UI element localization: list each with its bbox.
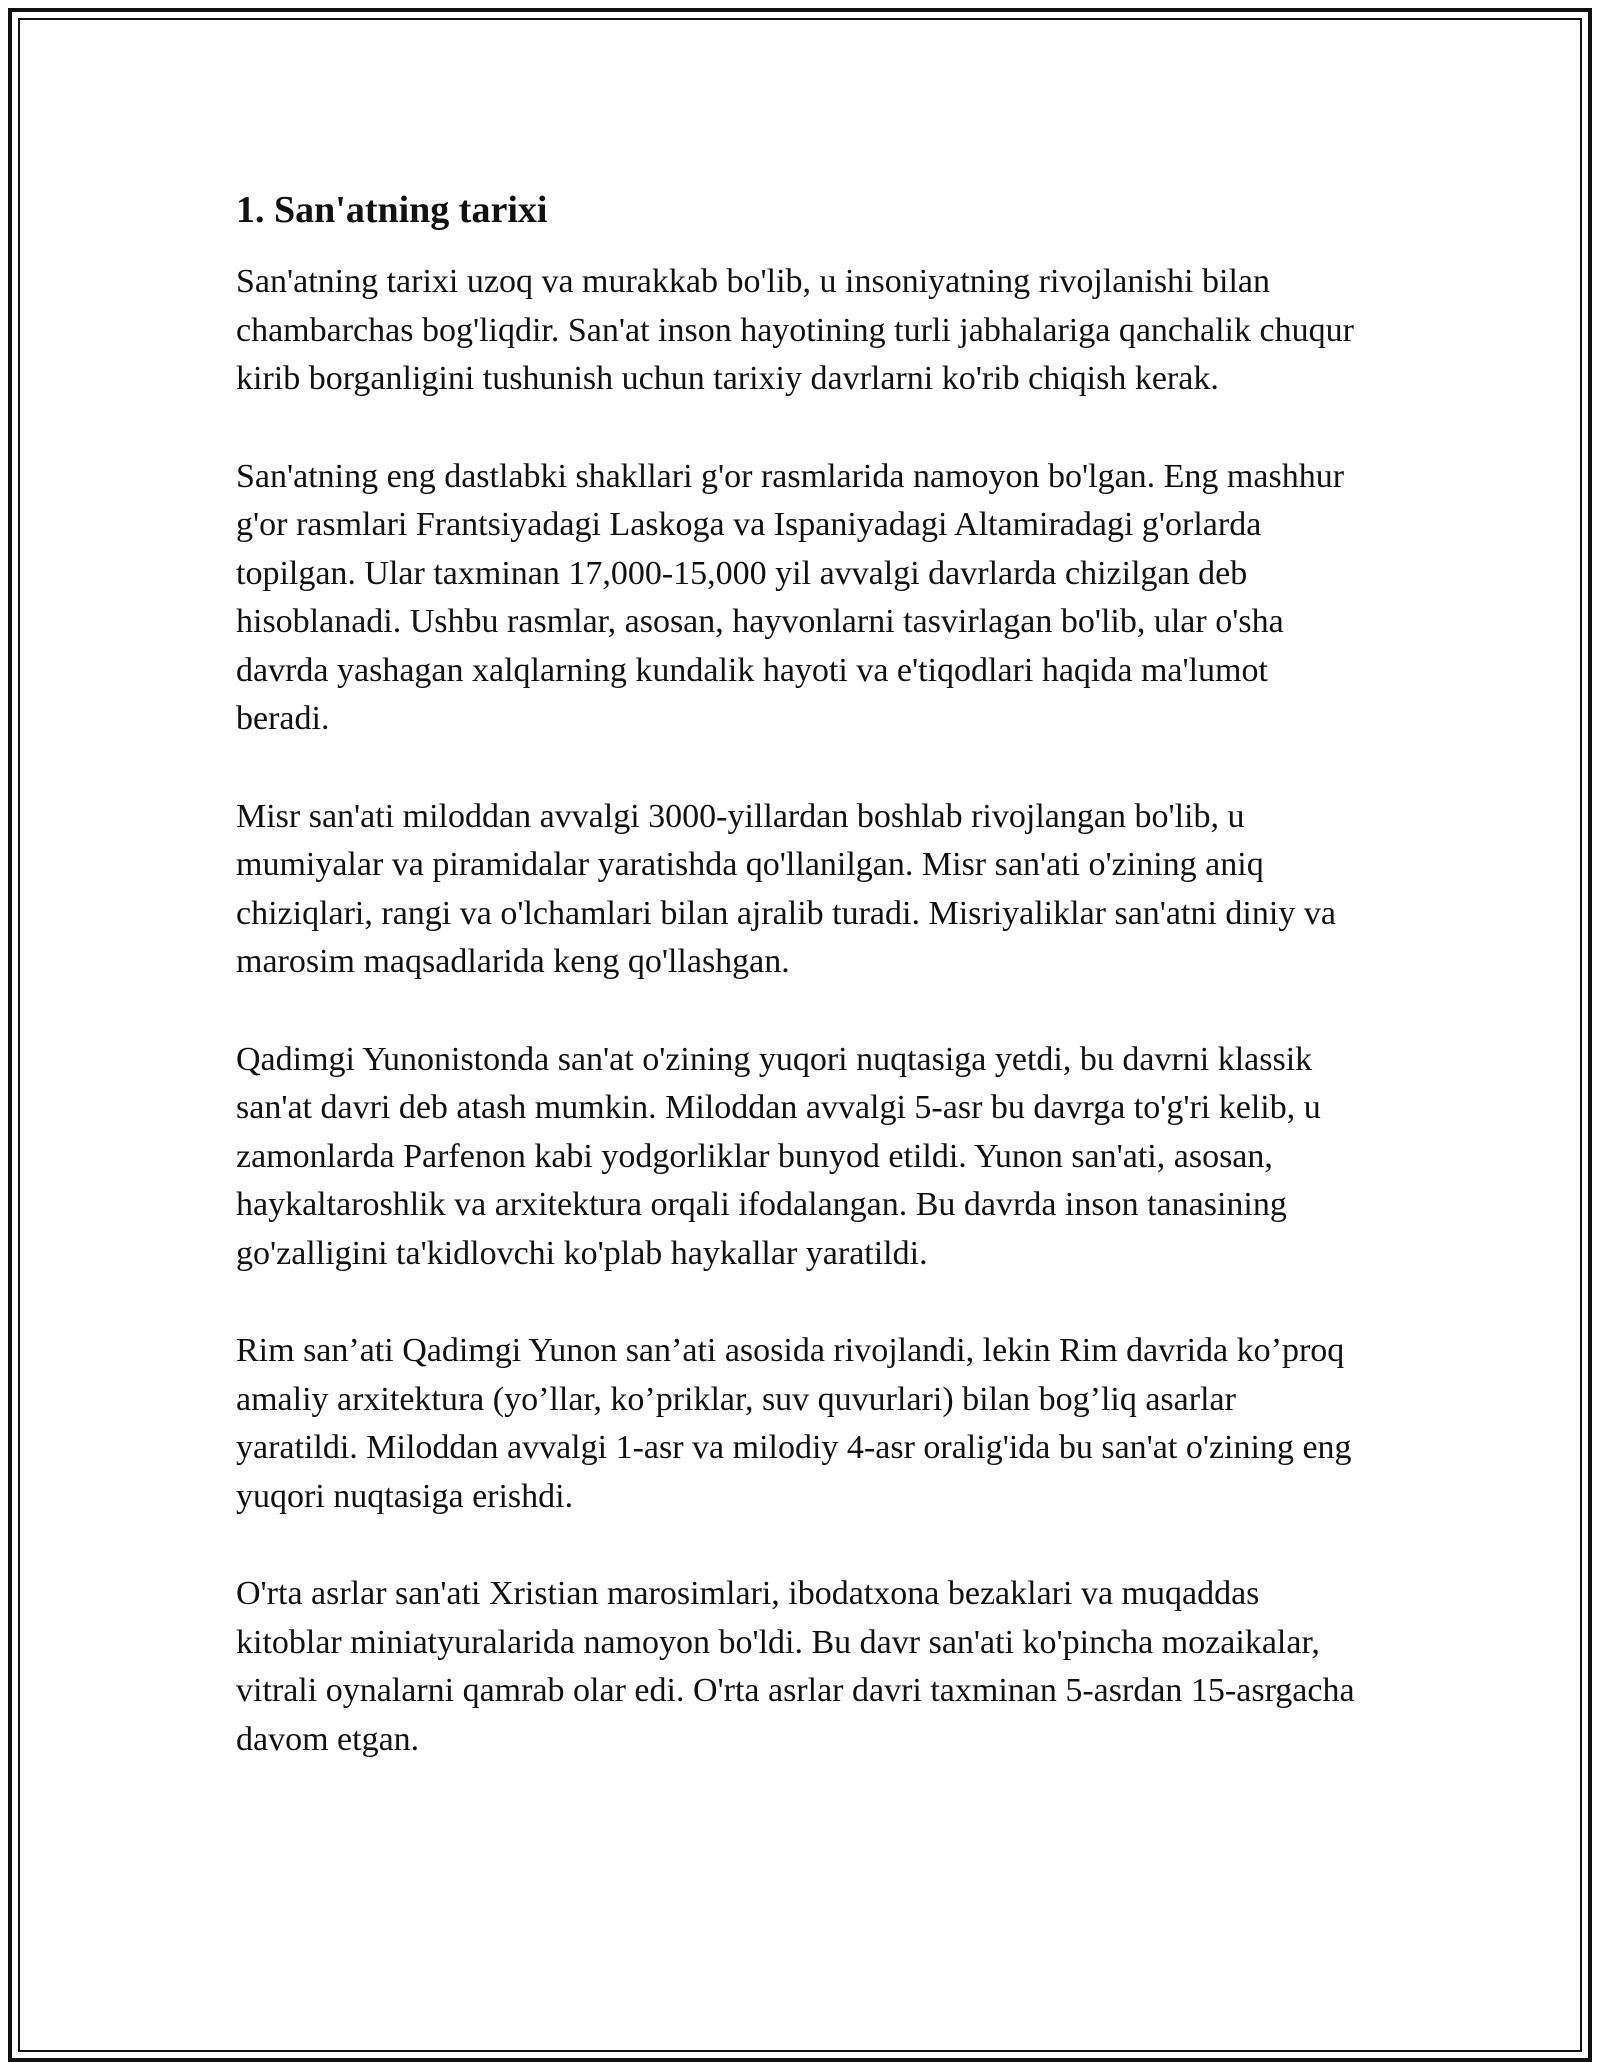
document-body xyxy=(236,186,1366,1813)
paragraph-medieval-art: O'rta asrlar san'ati Xristian marosimlari, ibodatxona bezaklari va muqaddas kitoblar miniatyuralarida namoyon bo'ldi. Bu davr san'ati ko'pincha mozaikalar, vitrali oynalarni qamrab olar edi. O'rta asrlar davri taxminan 5-asrdan 15-asrgacha davom etgan. xyxy=(236,1575,1355,1758)
paragraph-cave-paintings: San'atning eng dastlabki shakllari g'or rasmlarida namoyon bo'lgan. Eng mashhur g'or rasmlari Frantsiyadagi Laskoga va Ispaniyadagi Altamiradagi g'orlarda topilgan. Ular taxminan 17,000-15,000 yil avvalgi davrlarda chizilgan deb hisoblanadi. Ushbu rasmlar, asosan, hayvonlarni tasvirlagan bo'lib, ular o'sha davrda yashagan xalqlarning kundalik hayoti va e'tiqodlari haqida ma'lumot beradi. xyxy=(236,457,1345,737)
paragraph-roman-art: Rim san’ati Qadimgi Yunon san’ati asosida rivojlandi, lekin Rim davrida ko’proq amaliy arxitektura (yo’llar, ko’priklar, suv quvurlari) bilan bog’liq asarlar yaratildi. Miloddan avvalgi 1-asr va milodiy 4-asr oralig'ida bu san'at o'zining eng yuqori nuqtasiga erishdi. xyxy=(236,1332,1352,1515)
paragraph-egyptian-art: Misr san'ati miloddan avvalgi 3000-yillardan boshlab rivojlangan bo'lib, u mumiyalar va piramidalar yaratishda qo'llanilgan. Misr san'ati o'zining aniq chiziqlari, rangi va o'lchamlari bilan ajralib turadi. Misriyaliklar san'atni diniy va marosim maqsadlarida keng qo'llashgan. xyxy=(236,797,1336,980)
paragraph-intro: San'atning tarixi uzoq va murakkab bo'lib, u insoniyatning rivojlanishi bilan chambarchas bog'liqdir. San'at inson hayotining turli jabhalariga qanchalik chuqur kirib borganligini tushunish uchun tarixiy davrlarni ko'rib chiqish kerak. xyxy=(236,263,1354,397)
paragraph-greek-art: Qadimgi Yunonistonda san'at o'zining yuqori nuqtasiga yetdi, bu davrni klassik san'at davri deb atash mumkin. Miloddan avvalgi 5-asr bu davrga to'g'ri kelib, u zamonlarda Parfenon kabi yodgorliklar bunyod etildi. Yunon san'ati, asosan, haykaltaroshlik va arxitektura orqali ifodalangan. Bu davrda inson tanasining go'zalligini ta'kidlovchi ko'plab haykallar yaratildi. xyxy=(236,1040,1321,1272)
section-heading: 1. San'atning tarixi xyxy=(236,189,548,231)
